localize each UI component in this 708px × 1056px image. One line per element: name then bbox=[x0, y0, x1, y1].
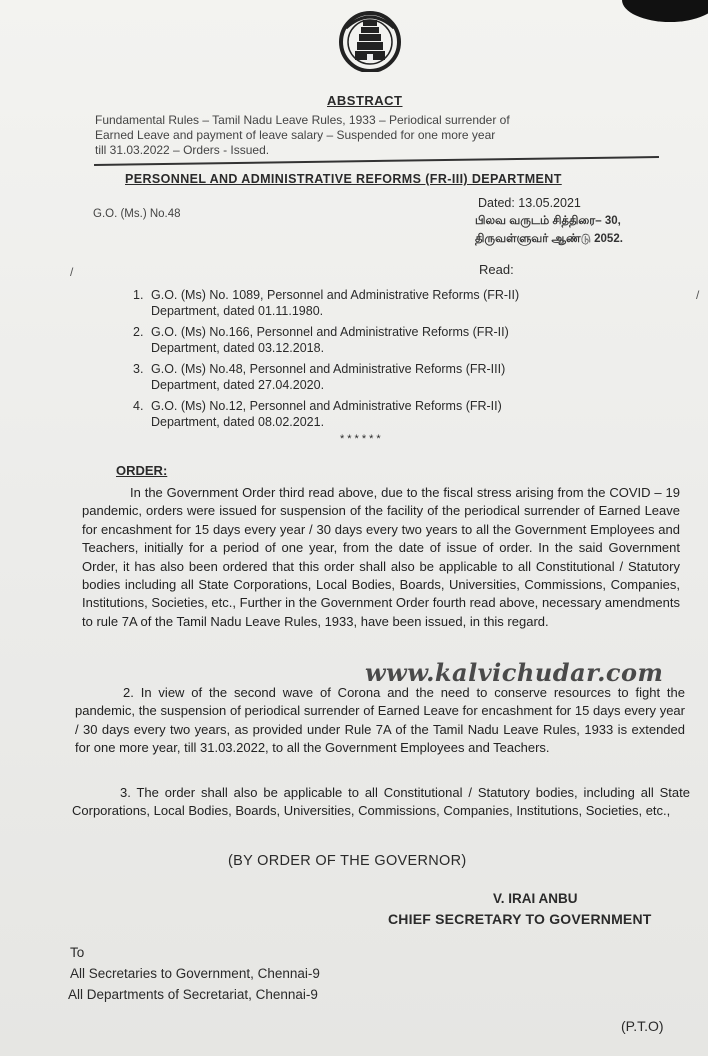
order-paragraph-2: 2. In view of the second wave of Corona and the need to conserve resources to fight the pandemic, the suspension of periodical surrender of Earned Leave for encashment for 15 days every year / 30 days every two years, as provided under Rule 7A of the Tamil Nadu Leave Rules, 1933 is extended for one more year, till 31.03.2022, to all the Government Employees and Teachers. bbox=[75, 685, 685, 756]
signatory-name: V. IRAI ANBU bbox=[493, 891, 578, 906]
addressee-line: All Departments of Secretariat, Chennai-9 bbox=[68, 987, 318, 1002]
stray-mark: / bbox=[70, 265, 74, 279]
abstract-heading: ABSTRACT bbox=[327, 93, 403, 108]
to-label: To bbox=[70, 945, 85, 960]
by-order-line: (BY ORDER OF THE GOVERNOR) bbox=[228, 853, 467, 869]
reference-line: Department, dated 01.11.1980. bbox=[151, 303, 324, 318]
order-date: Dated: 13.05.2021 bbox=[478, 196, 581, 210]
department-heading: PERSONNEL AND ADMINISTRATIVE REFORMS (FR-III) DEPARTMENT bbox=[125, 172, 562, 186]
tamil-nadu-emblem-icon bbox=[331, 8, 409, 72]
tamil-date-line: பிலவ வருடம் சித்திரை– 30, bbox=[475, 215, 621, 227]
signatory-designation: CHIEF SECRETARY TO GOVERNMENT bbox=[388, 911, 652, 927]
stray-mark: / bbox=[696, 288, 700, 302]
read-label: Read: bbox=[479, 262, 514, 277]
reference-line: Department, dated 27.04.2020. bbox=[151, 377, 325, 392]
website-watermark: www.kalvichudar.com bbox=[365, 658, 664, 687]
reference-line: G.O. (Ms) No.48, Personnel and Administrative Reforms (FR-III) bbox=[151, 362, 506, 376]
reference-number: 1. bbox=[133, 288, 144, 302]
subject-line: Earned Leave and payment of leave salary – Suspended for one more year bbox=[95, 128, 496, 142]
order-paragraph-3: 3. The order shall also be applicable to all Constitutional / Statutory bodies, including all State Corporations, Local Bodies, Boards, Universities, Commissions, Companies, Institutions, Societies, etc., bbox=[72, 785, 690, 819]
references-list bbox=[133, 288, 623, 436]
subject-line: till 31.03.2022 – Orders - Issued. bbox=[95, 143, 270, 157]
subject-block bbox=[95, 113, 663, 158]
order-heading: ORDER: bbox=[116, 463, 168, 478]
addressee-line: All Secretaries to Government, Chennai-9 bbox=[70, 966, 320, 981]
go-number: G.O. (Ms.) No.48 bbox=[93, 208, 181, 220]
reference-item bbox=[133, 288, 623, 319]
reference-number: 4. bbox=[133, 399, 144, 413]
reference-item bbox=[133, 362, 623, 393]
reference-item bbox=[133, 325, 623, 356]
reference-line: Department, dated 08.02.2021. bbox=[151, 414, 325, 429]
reference-line: Department, dated 03.12.2018. bbox=[151, 340, 325, 355]
reference-number: 2. bbox=[133, 325, 144, 339]
pto-label: (P.T.O) bbox=[621, 1018, 664, 1034]
subject-line: Fundamental Rules – Tamil Nadu Leave Rules, 1933 – Periodical surrender of bbox=[95, 113, 510, 127]
order-paragraph-1: In the Government Order third read above, due to the fiscal stress arising from the COVID – 19 pandemic, orders were issued for suspension of the facility of the periodical surrender of Earned Leave for encashment for 15 days every year / 30 days every two years to all the Government Employees and Teachers, initially for a period of one year, from the date of issue of order. In the said Government Order, it has also been ordered that this order shall also be applicable to all Constitutional / Statutory bodies including all State Corporations, Local Bodies, Boards, Universities, Commissions, Companies, Institutions, Societies, etc., Further in the Government Order fourth read above, necessary amendments to rule 7A of the Tamil Nadu Leave Rules, 1933, have been issued, in this regard. bbox=[82, 485, 680, 629]
section-separator-stars: ****** bbox=[340, 433, 384, 445]
reference-line: G.O. (Ms) No.12, Personnel and Administrative Reforms (FR-II) bbox=[151, 399, 502, 413]
reference-line: G.O. (Ms) No. 1089, Personnel and Administrative Reforms (FR-II) bbox=[151, 288, 520, 302]
reference-number: 3. bbox=[133, 362, 144, 376]
photo-corner-shadow bbox=[622, 0, 708, 22]
reference-line: G.O. (Ms) No.166, Personnel and Administrative Reforms (FR-II) bbox=[151, 325, 509, 339]
reference-item bbox=[133, 399, 623, 430]
tamil-date-line: திருவள்ளுவர் ஆண்டு 2052. bbox=[475, 233, 623, 245]
